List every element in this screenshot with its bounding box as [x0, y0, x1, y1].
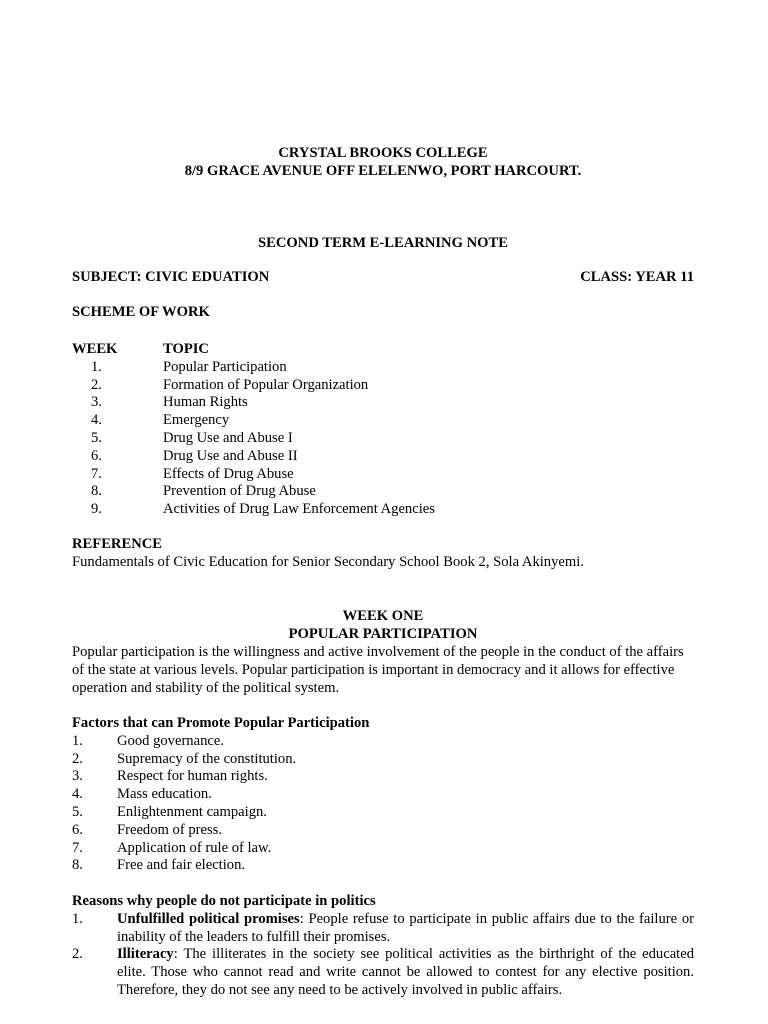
scheme-table-row [72, 412, 694, 430]
factors-heading: Factors that can Promote Popular Participation [72, 715, 370, 731]
topic-name: Drug Use and Abuse II [163, 447, 298, 464]
scheme-table-header [72, 341, 694, 359]
week-number: 5. [91, 429, 102, 446]
subject-label: SUBJECT: CIVIC EDUATION [72, 269, 270, 285]
topic-name: Human Rights [163, 394, 248, 411]
school-address: 8/9 GRACE AVENUE OFF ELELENWO, PORT HARCOURT. [184, 162, 582, 179]
week-number: 4. [91, 412, 102, 429]
list-number: 5. [72, 803, 83, 820]
reference-text: Fundamentals of Civic Education for Senior Secondary School Book 2, Sola Akinyemi. [72, 553, 584, 570]
list-item [72, 804, 694, 822]
reference-section [72, 536, 694, 572]
topic-name: Effects of Drug Abuse [163, 465, 294, 482]
list-item [72, 840, 694, 858]
week-number: 6. [91, 447, 102, 464]
list-number: 7. [72, 839, 83, 856]
scheme-table [72, 341, 694, 519]
list-item [72, 911, 694, 947]
list-item [72, 733, 694, 751]
list-text: Application of rule of law. [117, 839, 272, 856]
week-one-title: POPULAR PARTICIPATION [288, 625, 478, 642]
scheme-table-row [72, 377, 694, 395]
class-label: CLASS: YEAR 11 [580, 269, 694, 285]
list-text: : People refuse to participate in public affairs due to the failure or inability of the leaders to fulfill their promises. [117, 910, 694, 945]
note-title: SECOND TERM E-LEARNING NOTE [258, 235, 508, 251]
list-number: 4. [72, 786, 83, 803]
list-number: 2. [72, 946, 83, 963]
list-item [72, 857, 694, 875]
scheme-table-row [72, 430, 694, 448]
list-text: Free and fair election. [117, 857, 246, 874]
topic-column-header: TOPIC [163, 341, 209, 357]
list-text: Respect for human rights. [117, 768, 268, 785]
week-number: 3. [91, 394, 102, 411]
topic-name: Emergency [163, 412, 230, 429]
list-text: : The illiterates in the society see political activities as the birthright of the educated elite. Those who cannot read and write cannot be allowed to contest for any elective position. Therefore, they do not see any need to be actively involved in public affairs. [117, 946, 694, 998]
list-number: 1. [72, 910, 83, 927]
school-header [72, 145, 694, 181]
list-text: Supremacy of the constitution. [117, 750, 297, 767]
list-term: Unfulfilled political promises [117, 910, 300, 927]
list-body [117, 946, 694, 999]
factors-list [72, 733, 694, 875]
list-text: Enlightenment campaign. [117, 803, 267, 820]
week-number: 8. [91, 483, 102, 500]
scheme-table-row [72, 483, 694, 501]
list-item [72, 786, 694, 804]
week-number: 1. [91, 358, 102, 375]
topic-name: Popular Participation [163, 358, 287, 375]
scheme-table-row [72, 448, 694, 466]
list-item [72, 946, 694, 999]
topic-name: Prevention of Drug Abuse [163, 483, 316, 500]
subject-class-row [72, 269, 694, 287]
reasons-heading: Reasons why people do not participate in politics [72, 893, 376, 909]
week-one-header [72, 608, 694, 644]
list-number: 3. [72, 768, 83, 785]
scheme-table-body [72, 359, 694, 519]
topic-name: Activities of Drug Law Enforcement Agencies [163, 501, 435, 518]
list-text: Good governance. [117, 732, 224, 749]
list-term: Illiteracy [117, 946, 174, 963]
list-number: 2. [72, 750, 83, 767]
week-one-heading: WEEK ONE [342, 608, 424, 624]
week-number: 2. [91, 376, 102, 393]
list-item [72, 768, 694, 786]
scheme-table-row [72, 394, 694, 412]
list-item [72, 751, 694, 769]
scheme-table-row [72, 501, 694, 519]
list-item [72, 822, 694, 840]
reasons-section [72, 893, 694, 1000]
topic-name: Formation of Popular Organization [163, 376, 369, 393]
list-number: 6. [72, 821, 83, 838]
list-text: Freedom of press. [117, 821, 222, 838]
factors-section [72, 715, 694, 875]
scheme-table-row [72, 466, 694, 484]
list-text: Mass education. [117, 786, 212, 803]
reasons-list [72, 911, 694, 1000]
week-number: 9. [91, 501, 102, 518]
scheme-table-row [72, 359, 694, 377]
scheme-heading: SCHEME OF WORK [72, 304, 210, 320]
school-name: CRYSTAL BROOKS COLLEGE [278, 145, 488, 161]
topic-name: Drug Use and Abuse I [163, 429, 293, 446]
reference-heading: REFERENCE [72, 536, 163, 552]
week-column-header: WEEK [72, 341, 118, 357]
week-one-intro: Popular participation is the willingness and active involvement of the people in the conduct of the affairs of the state at various levels. Popular participation is important in democracy and it allows for effective operation and stability of the political system. [72, 644, 684, 696]
list-number: 1. [72, 732, 83, 749]
list-body [117, 911, 694, 947]
list-number: 8. [72, 857, 83, 874]
week-number: 7. [91, 465, 102, 482]
